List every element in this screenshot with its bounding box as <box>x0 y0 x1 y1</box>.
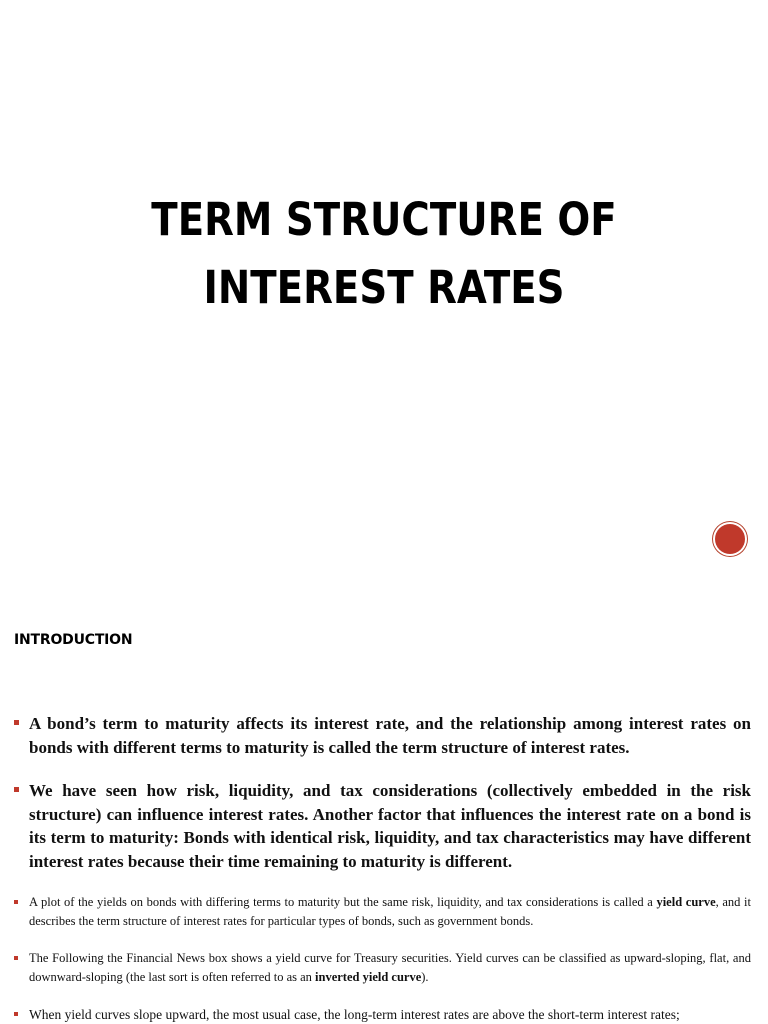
bullet-text-after: ). <box>421 970 429 984</box>
list-item <box>14 893 751 931</box>
bullet-text: We have seen how risk, liquidity, and tax considerations (collectively embedded in the risk structure) can influence interest rates. Another factor that influences the interest rate on a bond is its term to maturity: Bonds with identical risk, liquidity, and tax characteristics may have different interest rates because their time remaining to maturity is different. <box>29 781 751 871</box>
bullet-text-before: The Following the Financial News box shows a yield curve for Treasury securities. Yield curves can be classified as upward-sloping, flat, and downward-sloping (the last sort is often referred to as an <box>29 951 751 984</box>
bullet-term: yield curve <box>656 895 716 909</box>
bullet-text: A bond’s term to maturity affects its interest rate, and the relationship among interest rates on bonds with different terms to maturity is called the term structure of interest rates. <box>29 714 751 757</box>
slide-title-line-2: INTEREST RATES <box>203 261 565 314</box>
square-bullet-icon <box>14 900 18 904</box>
bullet-text-after: , and it describes the term structure of interest rates for particular types of bonds, such as government bonds. <box>29 895 752 928</box>
square-bullet-icon <box>14 787 19 792</box>
bullet-text: When yield curves slope upward, the most usual case, the long-term interest rates are above the short-term interest rates; <box>29 1007 680 1022</box>
list-item <box>14 712 751 759</box>
section-heading: INTRODUCTION <box>14 632 133 648</box>
slide-title-line-1: TERM STRUCTURE OF <box>151 193 617 246</box>
list-item <box>14 779 751 873</box>
list-item <box>14 949 751 987</box>
bullet-term: inverted yield curve <box>315 970 422 984</box>
content-slide <box>0 590 768 1024</box>
square-bullet-icon <box>14 720 19 725</box>
bullet-text-before: A plot of the yields on bonds with differing terms to maturity but the same risk, liquidity, and tax considerations is called a <box>29 895 657 909</box>
list-item <box>14 1005 751 1024</box>
slide-badge-icon <box>715 524 745 554</box>
square-bullet-icon <box>14 956 18 960</box>
bullet-list <box>14 712 751 1024</box>
slide-title <box>54 186 714 322</box>
square-bullet-icon <box>14 1012 18 1016</box>
